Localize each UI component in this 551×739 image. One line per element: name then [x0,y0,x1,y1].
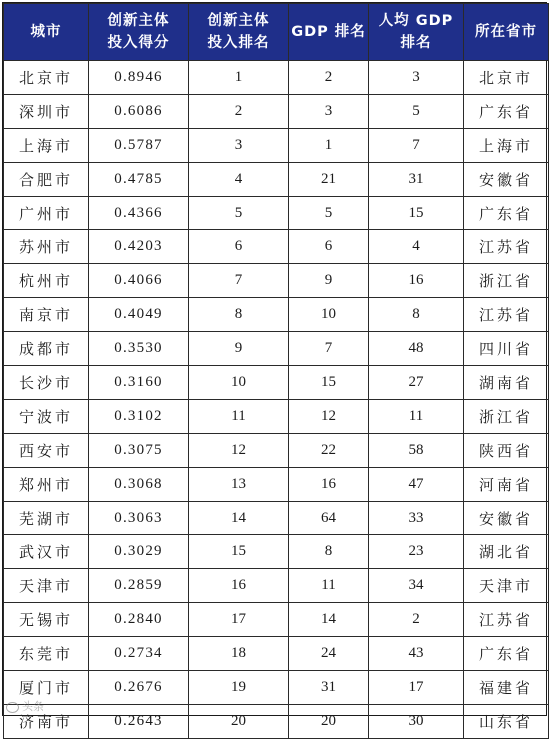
table-row [4,128,549,162]
table-row [4,162,549,196]
weibo-icon [6,702,19,713]
watermark-text: 头条 [22,700,44,713]
cell-province: 广东省 [464,637,549,671]
cell-per-capita-gdp-rank: 4 [369,230,464,264]
table-row [4,264,549,298]
table-row [4,704,549,738]
cell-score: 0.3063 [89,501,189,535]
cell-per-capita-gdp-rank: 2 [369,603,464,637]
cell-score-rank: 4 [189,162,289,196]
cell-city: 武汉市 [4,535,89,569]
cell-province: 安徽省 [464,162,549,196]
cell-gdp-rank: 7 [289,332,369,366]
cell-city: 苏州市 [4,230,89,264]
cell-per-capita-gdp-rank: 3 [369,61,464,95]
cell-city: 上海市 [4,128,89,162]
cell-score-rank: 5 [189,196,289,230]
cell-city: 厦门市 [4,671,89,705]
cell-city: 郑州市 [4,467,89,501]
cell-score-rank: 6 [189,230,289,264]
cell-score: 0.4049 [89,298,189,332]
cell-score-rank: 16 [189,569,289,603]
table-row [4,433,549,467]
cell-province: 陕西省 [464,433,549,467]
cell-province: 天津市 [464,569,549,603]
cell-gdp-rank: 15 [289,366,369,400]
cell-per-capita-gdp-rank: 23 [369,535,464,569]
cell-city: 西安市 [4,433,89,467]
table-row [4,230,549,264]
cell-per-capita-gdp-rank: 8 [369,298,464,332]
cell-province: 江苏省 [464,298,549,332]
cell-per-capita-gdp-rank: 43 [369,637,464,671]
table-row [4,61,549,95]
cell-province: 江苏省 [464,603,549,637]
cell-score: 0.2840 [89,603,189,637]
cell-score: 0.2859 [89,569,189,603]
cell-gdp-rank: 9 [289,264,369,298]
cell-per-capita-gdp-rank: 34 [369,569,464,603]
table-row [4,671,549,705]
cell-score: 0.3102 [89,399,189,433]
cell-province: 河南省 [464,467,549,501]
table-row [4,366,549,400]
cell-gdp-rank: 64 [289,501,369,535]
cell-score-rank: 14 [189,501,289,535]
cell-score: 0.8946 [89,61,189,95]
table-row [4,637,549,671]
cell-province: 上海市 [464,128,549,162]
cell-per-capita-gdp-rank: 58 [369,433,464,467]
cell-gdp-rank: 5 [289,196,369,230]
cell-score: 0.3075 [89,433,189,467]
cell-gdp-rank: 1 [289,128,369,162]
table-row [4,535,549,569]
cell-score-rank: 3 [189,128,289,162]
cell-gdp-rank: 8 [289,535,369,569]
cell-per-capita-gdp-rank: 15 [369,196,464,230]
cell-score: 0.6086 [89,94,189,128]
header-score-rank: 创新主体 投入排名 [189,4,289,61]
cell-city: 合肥市 [4,162,89,196]
cell-score: 0.2734 [89,637,189,671]
header-gdp-rank: GDP 排名 [289,4,369,61]
header-city: 城市 [4,4,89,61]
ranking-table-frame [2,2,547,731]
cell-score: 0.3029 [89,535,189,569]
cell-city: 深圳市 [4,94,89,128]
cell-per-capita-gdp-rank: 5 [369,94,464,128]
table-row [4,399,549,433]
cell-city: 东莞市 [4,637,89,671]
cell-gdp-rank: 6 [289,230,369,264]
cell-per-capita-gdp-rank: 7 [369,128,464,162]
cell-gdp-rank: 11 [289,569,369,603]
cell-per-capita-gdp-rank: 31 [369,162,464,196]
cell-score-rank: 9 [189,332,289,366]
cell-gdp-rank: 12 [289,399,369,433]
cell-score-rank: 15 [189,535,289,569]
cell-score-rank: 10 [189,366,289,400]
cell-score: 0.4066 [89,264,189,298]
cell-city: 广州市 [4,196,89,230]
cell-city: 济南市 [4,704,89,738]
cell-city: 宁波市 [4,399,89,433]
cell-province: 山东省 [464,704,549,738]
cell-gdp-rank: 16 [289,467,369,501]
cell-gdp-rank: 31 [289,671,369,705]
table-row [4,332,549,366]
table-row [4,569,549,603]
cell-score: 0.3068 [89,467,189,501]
cell-score-rank: 8 [189,298,289,332]
cell-per-capita-gdp-rank: 48 [369,332,464,366]
cell-gdp-rank: 21 [289,162,369,196]
cell-gdp-rank: 24 [289,637,369,671]
cell-per-capita-gdp-rank: 27 [369,366,464,400]
table-row [4,603,549,637]
cell-score: 0.4366 [89,196,189,230]
cell-province: 湖南省 [464,366,549,400]
cell-per-capita-gdp-rank: 16 [369,264,464,298]
watermark [6,698,44,714]
table-header-row [4,4,549,61]
table-row [4,94,549,128]
cell-province: 浙江省 [464,399,549,433]
cell-score: 0.3530 [89,332,189,366]
cell-score-rank: 20 [189,704,289,738]
cell-score: 0.4785 [89,162,189,196]
cell-city: 南京市 [4,298,89,332]
cell-city: 天津市 [4,569,89,603]
cell-score: 0.5787 [89,128,189,162]
cell-score: 0.4203 [89,230,189,264]
cell-city: 杭州市 [4,264,89,298]
cell-score-rank: 11 [189,399,289,433]
table-row [4,467,549,501]
table-row [4,501,549,535]
cell-province: 湖北省 [464,535,549,569]
cell-score: 0.3160 [89,366,189,400]
cell-per-capita-gdp-rank: 17 [369,671,464,705]
cell-province: 浙江省 [464,264,549,298]
cell-province: 福建省 [464,671,549,705]
cell-gdp-rank: 20 [289,704,369,738]
cell-gdp-rank: 3 [289,94,369,128]
cell-province: 四川省 [464,332,549,366]
cell-per-capita-gdp-rank: 11 [369,399,464,433]
cell-province: 北京市 [464,61,549,95]
header-score: 创新主体 投入得分 [89,4,189,61]
cell-province: 安徽省 [464,501,549,535]
cell-city: 芜湖市 [4,501,89,535]
cell-city: 成都市 [4,332,89,366]
header-province: 所在省市 [464,4,549,61]
cell-score: 0.2676 [89,671,189,705]
cell-per-capita-gdp-rank: 33 [369,501,464,535]
cell-gdp-rank: 10 [289,298,369,332]
cell-city: 北京市 [4,61,89,95]
table-row [4,298,549,332]
cell-score-rank: 1 [189,61,289,95]
cell-score-rank: 13 [189,467,289,501]
cell-gdp-rank: 14 [289,603,369,637]
table-row [4,196,549,230]
city-innovation-table [3,3,549,739]
table-body [4,61,549,739]
cell-gdp-rank: 2 [289,61,369,95]
cell-province: 江苏省 [464,230,549,264]
cell-score-rank: 7 [189,264,289,298]
cell-per-capita-gdp-rank: 30 [369,704,464,738]
cell-score-rank: 17 [189,603,289,637]
cell-gdp-rank: 22 [289,433,369,467]
cell-province: 广东省 [464,94,549,128]
cell-score-rank: 19 [189,671,289,705]
cell-score-rank: 2 [189,94,289,128]
cell-score: 0.2643 [89,704,189,738]
cell-city: 长沙市 [4,366,89,400]
cell-per-capita-gdp-rank: 47 [369,467,464,501]
cell-score-rank: 18 [189,637,289,671]
cell-city: 无锡市 [4,603,89,637]
cell-score-rank: 12 [189,433,289,467]
header-per-capita-gdp-rank: 人均 GDP 排名 [369,4,464,61]
cell-province: 广东省 [464,196,549,230]
